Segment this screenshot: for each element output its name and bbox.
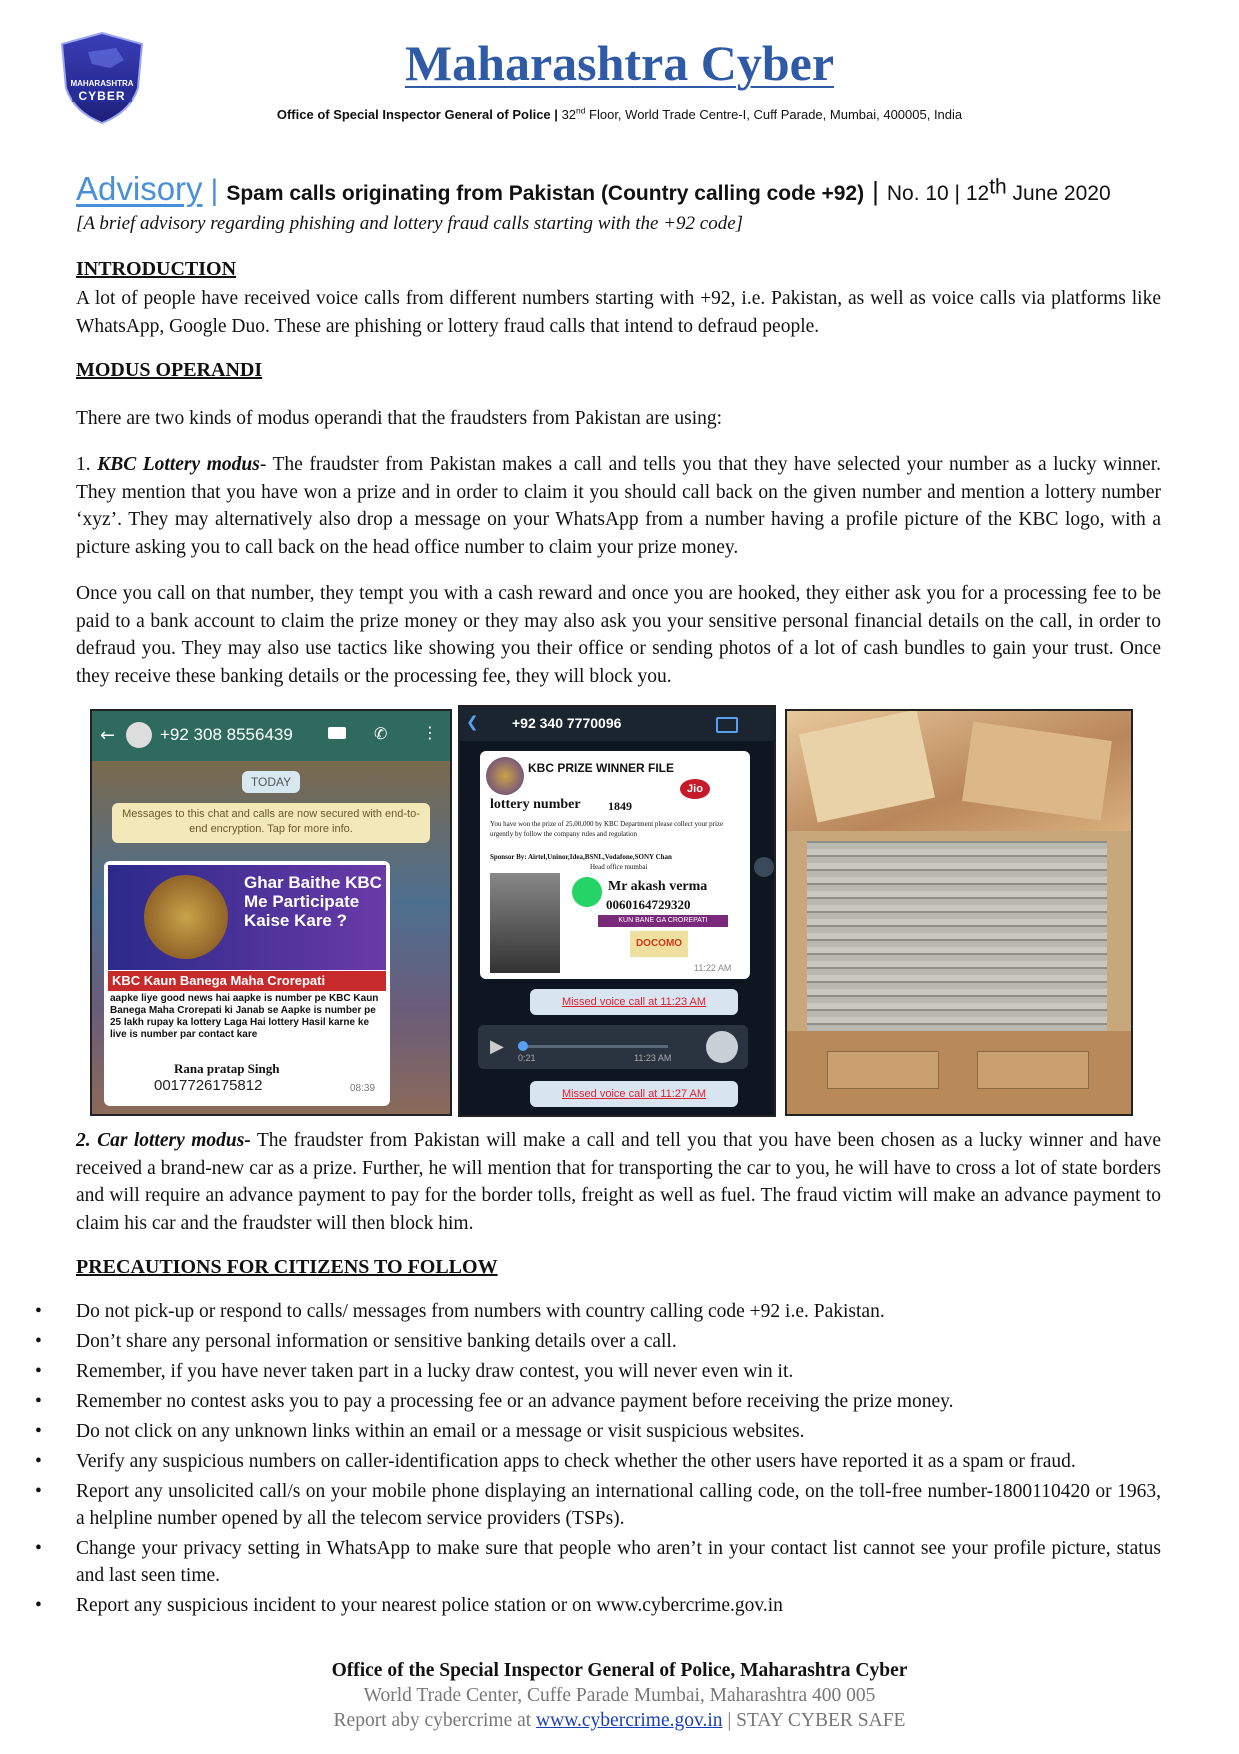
lottery-value: 1849: [608, 799, 632, 813]
advisory-date-sup: th: [989, 175, 1007, 199]
advisory-label: Advisory: [76, 170, 203, 207]
contact-number: 0017726175812: [154, 1077, 263, 1094]
advisory-heading: Advisory | Spam calls originating from Pakistan (Country calling code +92) | No. 10 | 12th June 2020: [76, 170, 1111, 207]
car-modus-paragraph: [76, 1127, 1161, 1237]
footer-report-line: [0, 1710, 1239, 1732]
kbc-prefix: 1.: [76, 454, 98, 475]
lottery-label: lottery number: [490, 797, 581, 812]
introduction-text: A lot of people have received voice calls from different numbers starting with +92, i.e. Pakistan, as well as voice calls via platforms like WhatsApp, Google Duo. These are phishing or lottery fraud calls that intend to defraud people.: [76, 288, 1161, 337]
address-rest: Floor, World Trade Centre-I, Cuff Parade, Mumbai, 400005, India: [585, 107, 963, 122]
voice-message: [478, 1025, 748, 1069]
list-item: • Verify any suspicious numbers on caller-identification apps to check whether the other users have reported it as a spam or fraud.: [35, 1448, 1161, 1475]
audio-progress-bar: [518, 1045, 668, 1048]
kbc-label: KBC Lottery modus: [97, 454, 260, 475]
prize-image-message: [480, 751, 750, 979]
video-call-icon-2: [716, 717, 738, 733]
list-item: • Change your privacy setting in WhatsApp to make sure that people who aren’t in your contact list cannot see your profile picture, status and last seen time.: [35, 1535, 1161, 1589]
footer-report-prefix: Report aby cybercrime at: [333, 1710, 537, 1731]
audio-time: 11:23 AM: [634, 1053, 672, 1063]
page-title: Maharashtra Cyber: [404, 35, 835, 91]
menu-dots-icon: ⋮: [422, 723, 438, 742]
missed-call-1: Missed voice call at 11:23 AM: [530, 989, 738, 1015]
list-item: • Remember, if you have never taken part in a lucky draw contest, you will never even win it.: [35, 1358, 1161, 1385]
sponsor-text: Sponsor By: Airtel,Uninor,Idea,BSNL,Vodafone,SONY Chan: [490, 853, 672, 861]
promo-text: Ghar Baithe KBC Me Participate Kaise Kare ?: [244, 873, 382, 930]
office-name: Office of Special Inspector General of Police: [276, 107, 551, 122]
logo-text-bottom: CYBER: [78, 89, 126, 103]
list-item: • Report any suspicious incident to your nearest police station or on www.cybercrime.gov.in: [35, 1592, 1161, 1619]
kbc-image-message: [104, 861, 390, 1106]
footer-address: World Trade Center, Cuffe Parade Mumbai, Maharashtra 400 005: [363, 1685, 876, 1706]
sender-avatar: [706, 1031, 738, 1063]
whatsapp-screenshot-1: [90, 709, 452, 1116]
kbc-banner: KBC Kaun Banega Maha Crorepati: [108, 971, 386, 991]
prize-body: You have won the prize of 25,00,000 by KBC Department please collect your prize urgently by follow the company rules and regulation: [490, 820, 724, 838]
prize-heading: KBC PRIZE WINNER FILE: [528, 761, 674, 775]
kbc-modus-paragraph: [76, 451, 1161, 561]
advisory-title: Spam calls originating from Pakistan (Country calling code +92): [226, 182, 865, 205]
video-call-icon: [328, 727, 346, 739]
address-sup: nd: [576, 105, 586, 116]
play-icon: ▶: [490, 1036, 504, 1057]
back-chevron-icon: ❮: [466, 713, 479, 731]
message-body: aapke liye good news hai aapke is number pe KBC Kaun Banega Maha Crorepati ki Janab se Aapke is number pe 25 lakh rupay ka lottery Laga Hai lottery Hasil karne ke live is number par contact kare: [110, 993, 379, 1040]
missed-call-2: Missed voice call at 11:27 AM: [530, 1081, 738, 1107]
whatsapp-screenshot-2: [458, 705, 776, 1117]
head-office-text: Head office mumbai: [590, 863, 648, 871]
precautions-list: [35, 1298, 1161, 1622]
encryption-notice: Messages to this chat and calls are now secured with end-to-end encryption. Tap for more info.: [112, 803, 430, 843]
cash-bundles-photo: [785, 709, 1133, 1116]
message-time: 08:39: [350, 1083, 376, 1094]
contact-number-2: 0060164729320: [606, 897, 691, 912]
kbc-logo-image-2: [486, 757, 524, 795]
kbc-logo-image: [144, 875, 228, 959]
list-item: • Do not pick-up or respond to calls/ messages from numbers with country calling code +92 i.e. Pakistan.: [35, 1298, 1161, 1325]
phone-call-icon: ✆: [374, 724, 388, 743]
image-time: 11:22 AM: [694, 963, 732, 973]
introduction-heading: INTRODUCTION: [76, 258, 237, 280]
docomo-logo: DOCOMO: [630, 931, 688, 957]
back-arrow-icon: ←: [100, 725, 116, 746]
office-address: Office of Special Inspector General of Police | 32nd Floor, World Trade Centre-I, Cuff Parade, Mumbai, 400005, India: [276, 105, 963, 122]
kbc-text: - The fraudster from Pakistan makes a call and tells you that they have selected your number as a lucky winner. They mention that you have won a prize and in order to claim it you should call back on the given number and mention a lottery number ‘xyz’. They may alternatively also drop a message on your WhatsApp from a number having a profile picture of the KBC logo, with a picture asking you to call back on the head office number to claim your prize money.: [76, 454, 1161, 558]
advisory-date: June 2020: [1006, 182, 1111, 205]
modus-heading: MODUS OPERANDI: [76, 359, 263, 381]
contact-name-2: Mr akash verma: [608, 879, 708, 894]
list-item: • Report any unsolicited call/s on your mobile phone displaying an international calling code, on the toll-free number-1800110420 or 1963, a helpline number opened by all the telecom service providers (TSPs).: [35, 1478, 1161, 1532]
logo-text-top: MAHARASHTRA: [70, 79, 134, 88]
address-prefix: 32: [561, 107, 577, 122]
audio-progress-knob: [518, 1041, 528, 1051]
advisory-brief: [A brief advisory regarding phishing and lottery fraud calls starting with the +92 code]: [76, 213, 744, 234]
footer-report-suffix: | STAY CYBER SAFE: [722, 1710, 906, 1731]
audio-duration: 0:21: [518, 1053, 536, 1063]
modus-intro: There are two kinds of modus operandi that the fraudsters from Pakistan are using:: [76, 408, 723, 429]
person-photo: [490, 873, 560, 973]
kbc-strip: KUN BANE GA CROREPATI: [598, 915, 728, 927]
list-item: • Do not click on any unknown links within an email or a message or visit suspicious websites.: [35, 1418, 1161, 1445]
advisory-number: No. 10 | 12: [886, 182, 990, 205]
car-text: The fraudster from Pakistan will make a call and tell you that you have been chosen as a lucky winner and have received a brand-new car as a prize. Further, he will mention that for transporting the car to you, he will have to cross a lot of state borders and will require an advance payment to pay for the border tolls, freight as well as fuel. The fraud victim will make an advance payment to claim his car and the fraudster will then block him.: [76, 1130, 1161, 1234]
contact-name: Rana pratap Singh: [174, 1061, 280, 1076]
contact-avatar: [126, 722, 152, 748]
list-item: • Remember no contest asks you to pay a processing fee or an advance payment before receiving the prize money.: [35, 1388, 1161, 1415]
cybercrime-link[interactable]: www.cybercrime.gov.in: [536, 1710, 723, 1731]
jio-logo: Jio: [680, 779, 710, 799]
caller-number-2: +92 340 7770096: [512, 715, 622, 731]
kbc-modus-paragraph-2: Once you call on that number, they tempt you with a cash reward and once you are hooked, they either ask you for a processing fee to be paid to a bank account to claim the prize money or they may also ask you your sensitive personal financial details on the call, in order to defraud you. They may also use tactics like showing you their office or sending photos of a lot of cash bundles to gain your trust. Once they receive these banking details or the processing fee, they will block you.: [76, 583, 1161, 687]
caller-number: +92 308 8556439: [160, 725, 293, 744]
footer-office: Office of the Special Inspector General of Police, Maharashtra Cyber: [331, 1660, 908, 1681]
forward-icon: [754, 857, 774, 877]
car-label: 2. Car lottery modus-: [76, 1130, 251, 1151]
list-item: • Don’t share any personal information or sensitive banking details over a call.: [35, 1328, 1161, 1355]
date-chip: TODAY: [242, 771, 300, 793]
photo-drawer-1: [827, 1051, 939, 1089]
precautions-heading: PRECAUTIONS FOR CITIZENS TO FOLLOW: [76, 1256, 498, 1278]
photo-cash-stack: [807, 841, 1107, 1031]
whatsapp-logo-icon: [572, 877, 602, 907]
photo-drawer-2: [977, 1051, 1089, 1089]
